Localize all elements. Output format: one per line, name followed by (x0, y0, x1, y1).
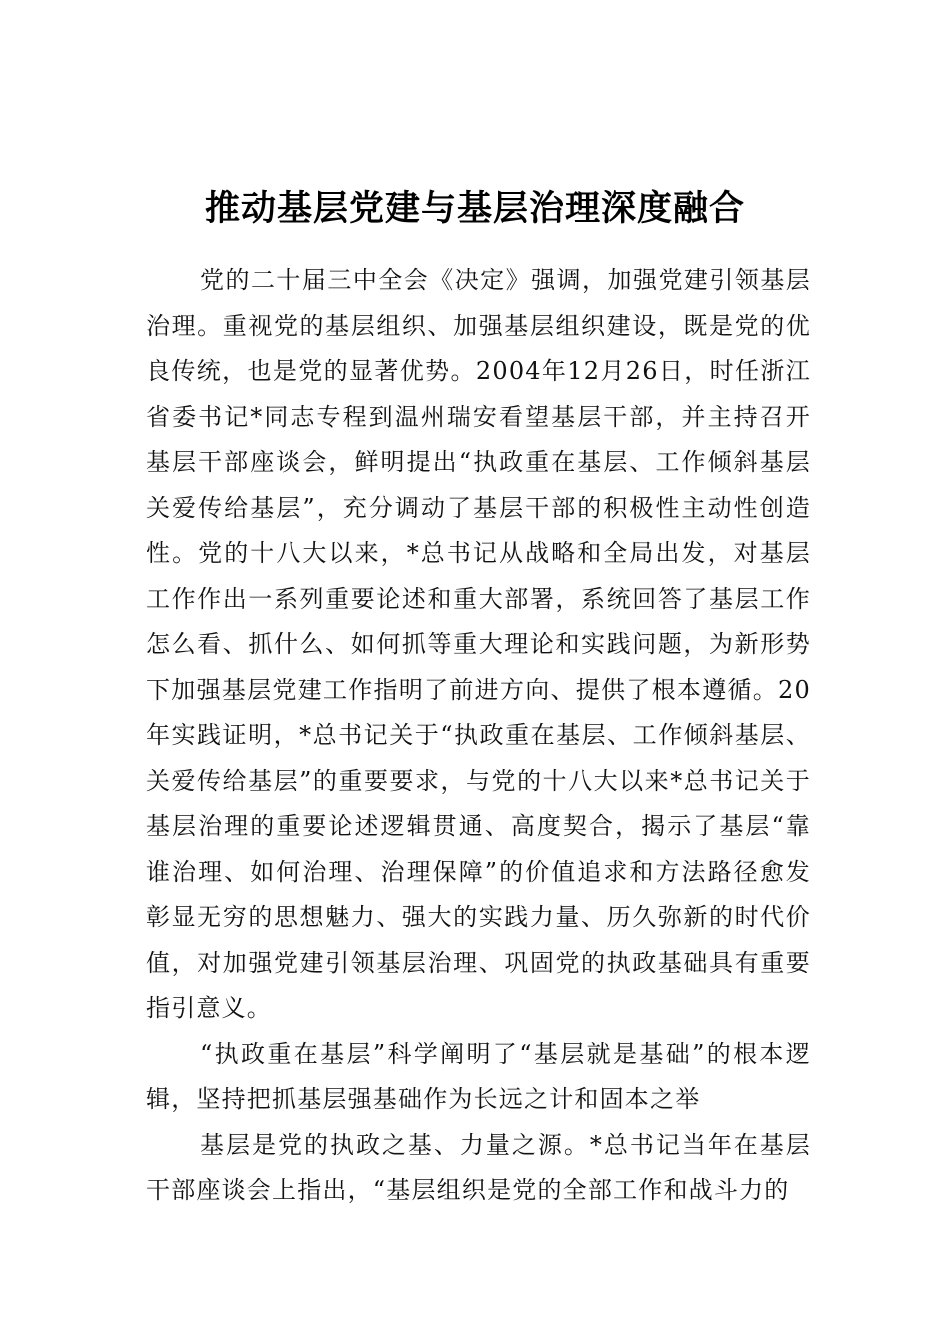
paragraph-section-heading: “执政重在基层”科学阐明了“基层就是基础”的根本逻辑，坚持把抓基层强基础作为长远之计和固本之举 (146, 1039, 811, 1113)
document-body (146, 258, 811, 1214)
paragraph-intro: 党的二十届三中全会《决定》强调，加强党建引领基层治理。重视党的基层组织、加强基层组织建设，既是党的优良传统，也是党的显著优势。2004年12月26日，时任浙江省委书记*同志专程到温州瑞安看望基层干部，并主持召开基层干部座谈会，鲜明提出“执政重在基层、工作倾斜基层关爱传给基层”，充分调动了基层干部的积极性主动性创造性。党的十八大以来，*总书记从战略和全局出发，对基层工作作出一系列重要论述和重大部署，系统回答了基层工作怎么看、抓什么、如何抓等重大理论和实践问题，为新形势下加强基层党建工作指明了前进方向、提供了根本遵循。20年实践证明，*总书记关于“执政重在基层、工作倾斜基层、关爱传给基层”的重要要求，与党的十八大以来*总书记关于基层治理的重要论述逻辑贯通、高度契合，揭示了基层“靠谁治理、如何治理、治理保障”的价值追求和方法路径愈发彰显无穷的思想魅力、强大的实践力量、历久弥新的时代价值，对加强党建引领基层治理、巩固党的执政基础具有重要指引意义。 (146, 266, 811, 1022)
document-title: 推动基层党建与基层治理深度融合 (204, 188, 745, 230)
paragraph-section-body: 基层是党的执政之基、力量之源。*总书记当年在基层干部座谈会上指出，“基层组织是党的全部工作和战斗力的 (146, 1130, 811, 1204)
